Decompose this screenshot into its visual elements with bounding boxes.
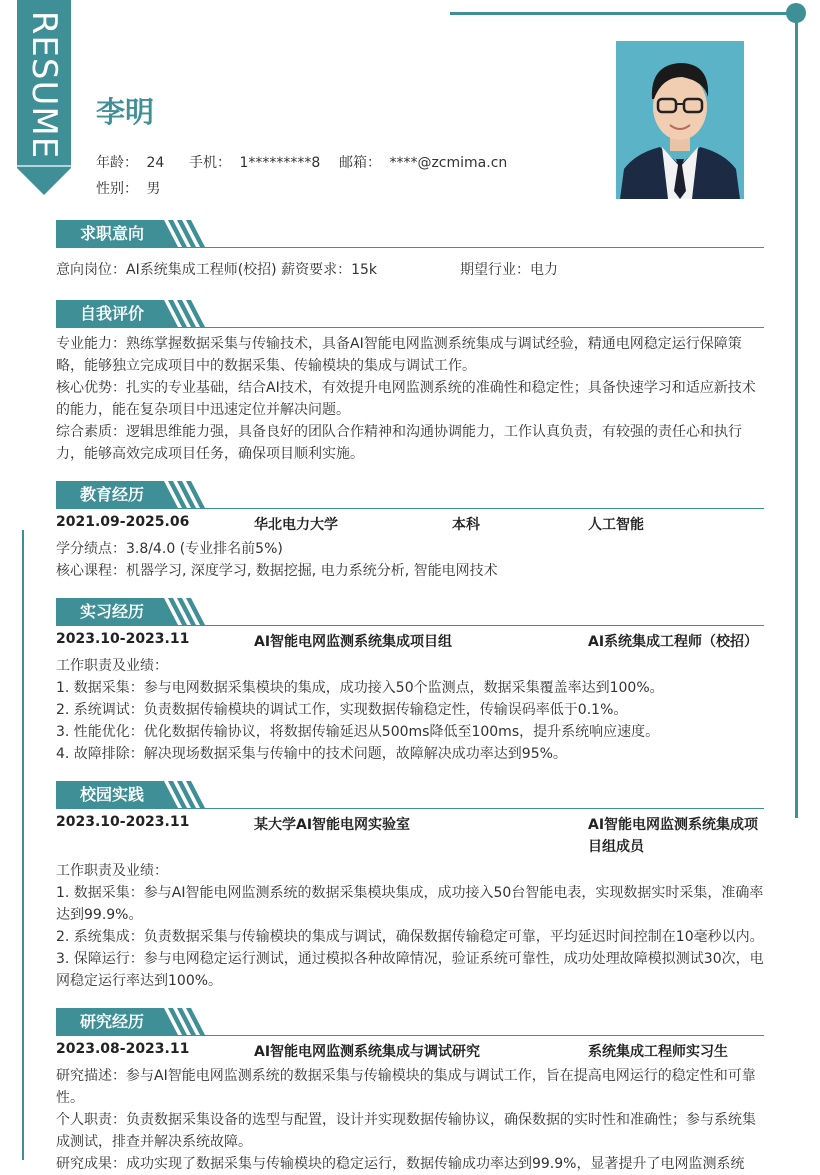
research-org: AI智能电网监测系统集成与调试研究 [254, 1044, 481, 1060]
section-header-research [56, 1006, 764, 1036]
internship-line: 4. 故障排除：解决现场数据采集与传输中的技术问题，故障解决成功率达到95%。 [56, 746, 567, 762]
research-line: 研究描述：参与AI智能电网监测系统的数据采集与传输模块的集成与调试工作，旨在提高电网运行的稳定性和可靠性。 [56, 1068, 756, 1106]
profile-photo [616, 41, 744, 199]
section-header-evaluation [56, 298, 764, 328]
campus-org: 某大学AI智能电网实验室 [254, 817, 411, 833]
age-value: 24 [146, 155, 165, 171]
campus-line: 1. 数据采集：参与AI智能电网监测系统的数据采集模块集成，成功接入50台智能电表，实现数据实时采集，准确率达到99.9%。 [56, 885, 764, 923]
stripes-icon [156, 781, 206, 808]
evaluation-paragraph: 核心优势：扎实的专业基础，结合AI技术，有效提升电网监测系统的准确性和稳定性；具备快速学习和适应新技术的能力，能在复杂项目中迅速定位并解决问题。 [56, 380, 756, 418]
section-header-internship [56, 596, 764, 626]
stripes-icon [156, 300, 206, 327]
education-major: 人工智能 [588, 517, 644, 533]
education-period: 2021.09-2025.06 [56, 514, 190, 530]
email-value: ****@zcmima.cn [389, 155, 508, 171]
education-details [56, 538, 764, 582]
gender-label: 性别： [96, 181, 138, 197]
internship-org: AI智能电网监测系统集成项目组 [254, 634, 453, 650]
internship-line: 工作职责及业绩： [56, 658, 168, 674]
section-header-campus [56, 779, 764, 809]
internship-row [56, 631, 764, 653]
research-role: 系统集成工程师实习生 [588, 1044, 728, 1060]
research-line: 个人职责：负责数据采集设备的选型与配置，设计并实现数据传输协议，确保数据的实时性和准确性；参与系统集成测试，排查并解决系统故障。 [56, 1112, 756, 1150]
internship-line: 2. 系统调试：负责数据传输模块的调试工作，实现数据传输稳定性，传输误码率低于0.1%。 [56, 702, 628, 718]
left-decor-line [22, 530, 24, 1160]
evaluation-paragraph: 综合素质：逻辑思维能力强，具备良好的团队合作精神和沟通协调能力，工作认真负责，有较强的责任心和执行力，能够高效完成项目任务，确保项目顺利实施。 [56, 424, 742, 462]
section-header-education [56, 479, 764, 509]
intention-industry: 期望行业：电力 [460, 262, 558, 278]
campus-period: 2023.10-2023.11 [56, 814, 190, 830]
internship-line: 1. 数据采集：参与电网数据采集模块的集成，成功接入50个监测点，数据采集覆盖率达到100%。 [56, 680, 664, 696]
internship-line: 3. 性能优化：优化数据传输协议，将数据传输延迟从500ms降低至100ms，提升系统响应速度。 [56, 724, 660, 740]
campus-details [56, 860, 764, 992]
stripes-icon [156, 220, 206, 247]
campus-row [56, 814, 764, 858]
research-period: 2023.08-2023.11 [56, 1041, 190, 1057]
research-row [56, 1041, 764, 1063]
stripes-icon [156, 481, 206, 508]
phone-info [189, 152, 320, 172]
evaluation-paragraph: 专业能力：熟练掌握数据采集与传输技术，具备AI智能电网监测系统集成与调试经验，精通电网稳定运行保障策略，能够独立完成项目中的数据采集、传输模块的集成与调试工作。 [56, 336, 742, 374]
candidate-name: 李明 [96, 95, 155, 129]
gender-info [96, 178, 160, 198]
campus-line: 2. 系统集成：负责数据采集与传输模块的集成与调试，确保数据传输稳定可靠，平均延迟时间控制在10毫秒以内。 [56, 929, 764, 945]
ribbon-label: RESUME [24, 10, 64, 160]
age-info [96, 152, 164, 172]
education-row [56, 514, 764, 536]
phone-value: 1*********8 [239, 155, 321, 171]
campus-line: 工作职责及业绩： [56, 863, 168, 879]
intention-row [56, 259, 764, 281]
section-title: 实习经历 [56, 598, 156, 625]
email-info [339, 152, 507, 172]
top-decor-line [450, 12, 796, 15]
age-label: 年龄： [96, 155, 138, 171]
section-title: 教育经历 [56, 481, 156, 508]
section-title: 研究经历 [56, 1008, 156, 1035]
section-title: 校园实践 [56, 781, 156, 808]
intention-position: 意向岗位：AI系统集成工程师(校招) 薪资要求：15k [56, 262, 378, 278]
gender-value: 男 [146, 181, 161, 197]
campus-line: 3. 保障运行：参与电网稳定运行测试，通过模拟各种故障情况，验证系统可靠性，成功处理故障模拟测试30次，电网稳定运行率达到100%。 [56, 951, 764, 989]
stripes-icon [156, 1008, 206, 1035]
research-details [56, 1065, 764, 1172]
phone-label: 手机： [189, 155, 231, 171]
education-degree: 本科 [452, 517, 480, 533]
research-line: 研究成果：成功实现了数据采集与传输模块的稳定运行，数据传输成功率达到99.9%，显著提升了电网监测系统 [56, 1156, 745, 1172]
internship-period: 2023.10-2023.11 [56, 631, 190, 647]
section-title: 求职意向 [56, 220, 156, 247]
education-line: 核心课程：机器学习, 深度学习, 数据挖掘, 电力系统分析, 智能电网技术 [56, 563, 498, 579]
campus-role: AI智能电网监测系统集成项目组成员 [588, 817, 759, 855]
section-header-intention [56, 218, 764, 248]
education-line: 学分绩点：3.8/4.0 (专业排名前5%) [56, 541, 283, 557]
evaluation-text [56, 333, 764, 465]
education-school: 华北电力大学 [254, 517, 338, 533]
stripes-icon [156, 598, 206, 625]
internship-details [56, 655, 764, 765]
section-title: 自我评价 [56, 300, 156, 327]
right-decor-line [795, 13, 798, 818]
internship-role: AI系统集成工程师（校招） [588, 634, 759, 650]
email-label: 邮箱： [339, 155, 381, 171]
